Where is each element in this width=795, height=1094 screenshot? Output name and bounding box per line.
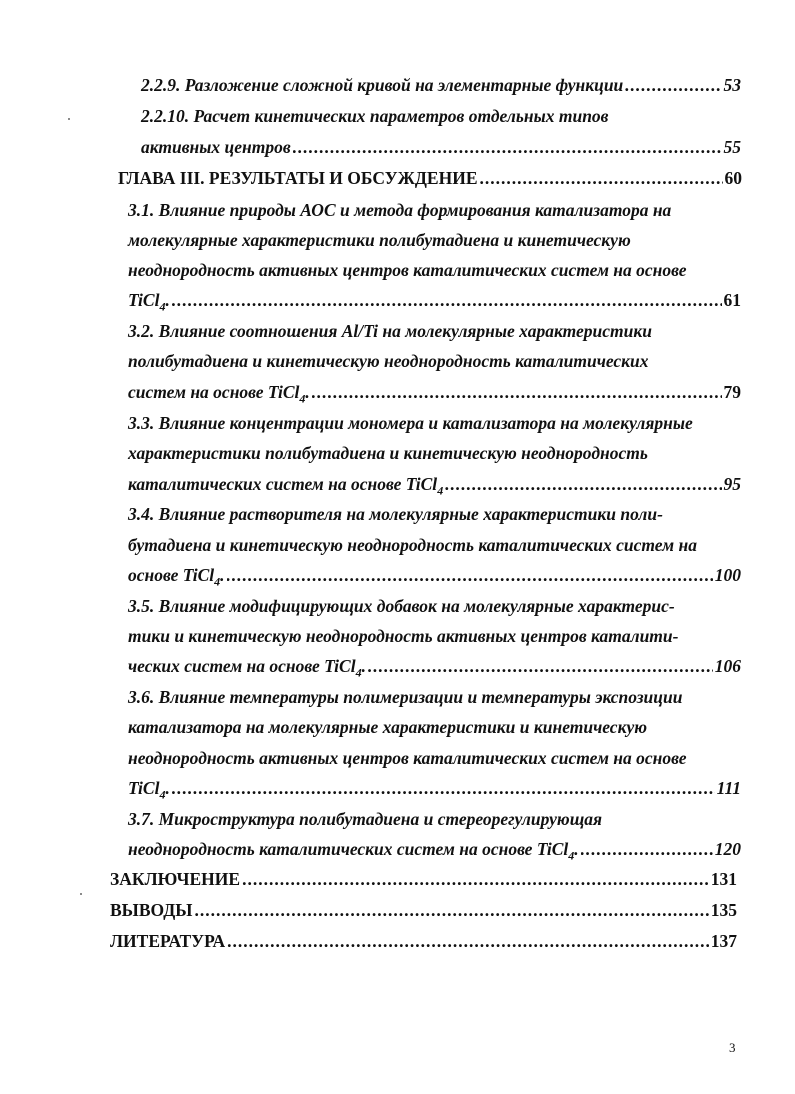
toc-entry-text: 3.7. Микроструктура полибутадиена и стереорегулирующая	[128, 809, 603, 829]
scan-speck	[80, 893, 82, 895]
toc-entry-3-1-cont	[128, 229, 631, 251]
toc-entry-2-2-10	[141, 105, 609, 127]
dot-leader	[312, 381, 722, 403]
dot-leader	[581, 838, 713, 860]
toc-entry-3-2-cont	[128, 350, 649, 372]
toc-entry-3-7-cont	[128, 838, 741, 863]
toc-entry-3-5-cont	[128, 655, 741, 680]
toc-entry-text: систем на основе TiCl$_4$.	[128, 382, 310, 406]
toc-entry-text: ВЫВОДЫ	[110, 900, 193, 920]
toc-entry-text: ческих систем на основе TiCl$_4$.	[128, 656, 366, 680]
toc-entry-3-6-cont	[128, 716, 647, 738]
toc-entry-3-3	[128, 412, 693, 434]
toc-entry-3-5	[128, 595, 675, 617]
toc-entry-text: 3.2. Влияние соотношения Al/Ti на молекулярные характеристики	[128, 321, 652, 341]
toc-page-number: 79	[723, 382, 741, 402]
toc-entry-text: молекулярные характеристики полибутадиена и кинетическую	[128, 230, 631, 250]
toc-entry-text: основе TiCl$_4$.	[128, 565, 225, 589]
toc-entry-text: неоднородность каталитических систем на основе TiCl$_4$.	[128, 839, 579, 863]
toc-page-number: 53	[723, 75, 741, 95]
scan-speck	[68, 118, 70, 120]
dot-leader	[172, 777, 715, 799]
toc-entry-3-4-cont	[128, 564, 741, 589]
toc-page-number: 137	[710, 931, 737, 951]
toc-page-number: 61	[723, 290, 741, 310]
toc-entry-3-3-cont	[128, 473, 741, 498]
toc-entry-3-1-cont	[128, 289, 741, 314]
toc-entry-text: 3.5. Влияние модифицирующих добавок на молекулярные характерис-	[128, 596, 675, 616]
toc-entry-3-6-cont	[128, 747, 687, 769]
toc-entry-text: ЛИТЕРАТУРА	[110, 931, 226, 951]
toc-entry-text: активных центров	[141, 137, 291, 157]
toc-page-number: 60	[724, 168, 742, 188]
dot-leader	[625, 74, 721, 96]
toc-entry-text: тики и кинетическую неоднородность активных центров каталити-	[128, 626, 679, 646]
toc-entry-text: 3.3. Влияние концентрации мономера и катализатора на молекулярные	[128, 413, 693, 433]
dot-leader	[242, 868, 709, 890]
toc-entry-text: полибутадиена и кинетическую неоднородность каталитических	[128, 351, 649, 371]
dot-leader	[172, 289, 722, 311]
toc-entry-text: катализатора на молекулярные характеристики и кинетическую	[128, 717, 647, 737]
toc-entry-3-7	[128, 808, 602, 830]
toc-entry-3-4-cont	[128, 534, 697, 556]
toc-entry-text: неоднородность активных центров каталитических систем на основе	[128, 748, 687, 768]
toc-entry-3-6	[128, 686, 682, 708]
toc-page-number: 55	[723, 137, 741, 157]
toc-entry-3-4	[128, 503, 663, 525]
toc-page-number: 100	[714, 565, 741, 585]
dot-leader	[293, 136, 722, 158]
toc-entry-text: 3.1. Влияние природы АОС и метода формирования катализатора на	[128, 200, 672, 220]
toc-page-number: 135	[710, 900, 737, 920]
toc-entry-text: неоднородность активных центров каталитических систем на основе	[128, 260, 687, 280]
toc-page-number: 120	[714, 839, 741, 859]
toc-entry-2-2-9	[141, 74, 741, 96]
toc-entry-text: ЗАКЛЮЧЕНИЕ	[110, 869, 241, 889]
toc-entry-3-2-cont	[128, 381, 741, 406]
toc-entry-text: характеристики полибутадиена и кинетическую неоднородность	[128, 443, 648, 463]
dot-leader	[227, 564, 713, 586]
toc-entry-3-3-cont	[128, 442, 648, 464]
toc-entry-text: ГЛАВА III. РЕЗУЛЬТАТЫ И ОБСУЖДЕНИЕ	[118, 168, 478, 188]
toc-entry-text: TiCl$_4$.	[128, 778, 170, 802]
dot-leader	[227, 930, 709, 952]
toc-findings	[110, 899, 737, 921]
toc-entry-text: бутадиена и кинетическую неоднородность каталитических систем на	[128, 535, 697, 555]
toc-page-number: 111	[716, 778, 741, 798]
toc-entry-text: TiCl$_4$.	[128, 290, 170, 314]
page-number: 3	[729, 1040, 736, 1055]
toc-conclusion	[110, 868, 737, 890]
toc-entry-3-2	[128, 320, 652, 342]
toc-entry-text: 3.6. Влияние температуры полимеризации и температуры экспозиции	[128, 687, 683, 707]
toc-entry-text: 3.4. Влияние растворителя на молекулярные характеристики поли-	[128, 504, 663, 524]
dot-leader	[445, 473, 721, 495]
dot-leader	[368, 655, 713, 677]
toc-chapter-3	[118, 167, 742, 189]
dot-leader	[195, 899, 709, 921]
dot-leader	[480, 167, 723, 189]
toc-entry-text: 2.2.9. Разложение сложной кривой на элементарные функции	[141, 75, 624, 95]
toc-entry-3-5-cont	[128, 625, 678, 647]
toc-entry-text: каталитических систем на основе TiCl$_4$	[128, 474, 444, 498]
toc-page-number: 131	[710, 869, 737, 889]
toc-page-number: 95	[723, 474, 741, 494]
toc-entry-3-6-cont	[128, 777, 741, 802]
toc-entry-2-2-10-cont	[141, 136, 741, 158]
toc-page-number: 106	[714, 656, 741, 676]
toc-literature	[110, 930, 737, 952]
toc-entry-3-1	[128, 199, 671, 221]
toc-entry-text: 2.2.10. Расчет кинетических параметров отдельных типов	[141, 106, 609, 126]
toc-entry-3-1-cont	[128, 259, 687, 281]
